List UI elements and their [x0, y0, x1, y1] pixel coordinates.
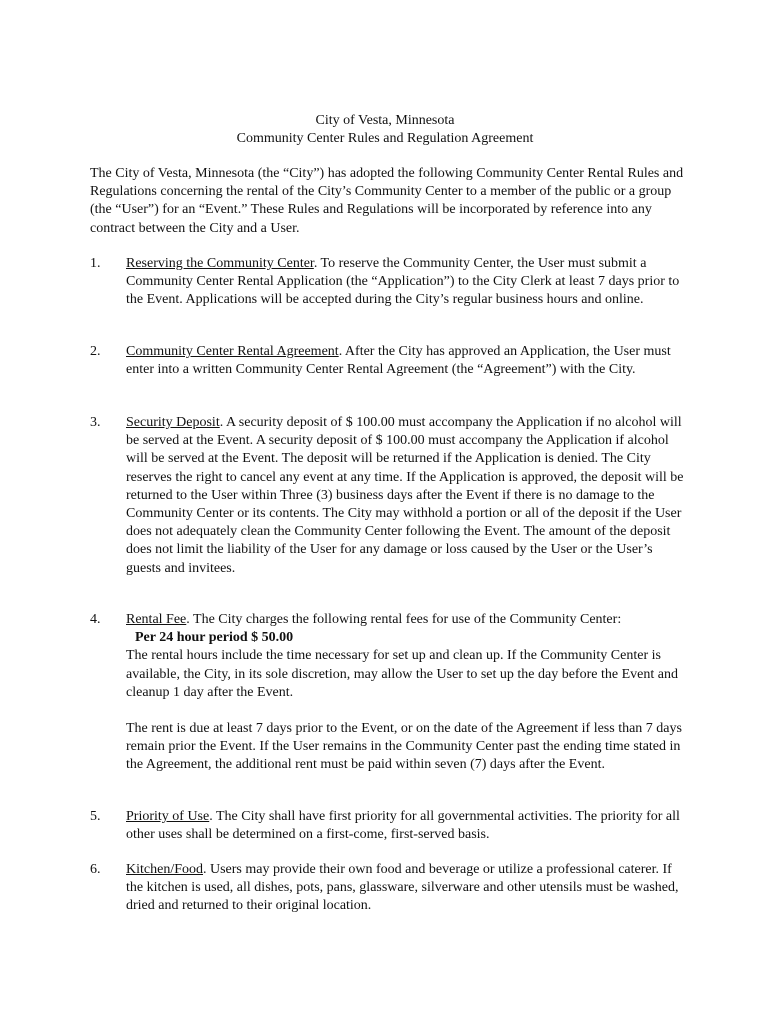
rule-text: . To reserve the Community Center, the User must submit a Community Center Rental Application (the “Application”) to the City Clerk at least 7 days prior to the Event. Applications will be accepted during the City’s regular business hours and online. [126, 256, 680, 308]
rule-heading: Rental Fee [126, 612, 187, 627]
rule-heading: Security Deposit [126, 415, 220, 430]
rule-text: . A security deposit of $ 100.00 must accompany the Application if no alcohol will be served at the Event. A security deposit of $ 100.00 must accompany the Application if alcohol will be served at the Event. The deposit will be returned if the Application is denied. The City reserves the right to cancel any event at any time. If the Application is approved, the deposit will be returned to the User within Three (3) business days after the Event if there is no damage to the Community Center or its contents. The City may withhold a portion or all of the deposit if the User does not adequately clean the Community Center following the Event. The amount of the deposit does not limit the liability of the User for any damage or loss caused by the User or the User’s guests and invitees. [126, 415, 684, 576]
rule-text: . After the City has approved an Application, the User must enter into a written Community Center Rental Agreement (the “Agreement”) with the City. [126, 344, 671, 378]
rule-heading: Kitchen/Food [126, 862, 203, 877]
rent-due-paragraph: The rent is due at least 7 days prior to the Event, or on the date of the Agreement if less than 7 days remain prior the Event. If the User remains in the Community Center past the ending time stated in the Agreement, the additional rent must be paid within seven (7) days after the Event. [126, 721, 682, 773]
rule-text: . The City charges the following rental fees for use of the Community Center: [186, 612, 622, 627]
rule-text: . Users may provide their own food and beverage or utilize a professional caterer. If the kitchen is used, all dishes, pots, pans, glassware, silverware and other utensils must be washed, dried and returned to their original location. [126, 862, 679, 914]
rental-hours-paragraph: The rental hours include the time necessary for set up and clean up. If the Community Center is available, the City, in its sole discretion, may allow the User to set up the day before the Event and cleanup 1 day after the Event. [126, 648, 678, 700]
rule-number: 6. [90, 862, 101, 877]
rule-number: 5. [90, 809, 101, 824]
intro-paragraph: The City of Vesta, Minnesota (the “City”) has adopted the following Community Center Rental Rules and Regulations concerning the rental of the City’s Community Center to a member of the public or a group (the “User”) for an “Event.” These Rules and Regulations will be incorporated by reference into any contract between the City and a User. [90, 166, 684, 236]
rule-body [126, 611, 690, 775]
rule-number: 4. [90, 612, 101, 627]
rule-body [126, 414, 690, 578]
rule-heading: Reserving the Community Center [126, 256, 314, 271]
rule-body [126, 343, 690, 379]
rule-number: 3. [90, 415, 101, 430]
document-header [0, 112, 770, 148]
rule-number: 1. [90, 256, 101, 271]
rule-text: . The City shall have first priority for all governmental activities. The priority for all other uses shall be determined on a first-come, first-served basis. [126, 809, 680, 843]
rule-body [126, 255, 690, 310]
rule-body [126, 808, 690, 844]
rule-heading: Community Center Rental Agreement [126, 344, 339, 359]
rule-number: 2. [90, 344, 101, 359]
rule-body [126, 861, 690, 916]
header-title-line: Community Center Rules and Regulation Agreement [236, 131, 534, 147]
rule-heading: Priority of Use [126, 809, 210, 824]
rental-fee-line: Per 24 hour period $ 50.00 [135, 630, 294, 646]
header-city-line: City of Vesta, Minnesota [315, 113, 455, 128]
